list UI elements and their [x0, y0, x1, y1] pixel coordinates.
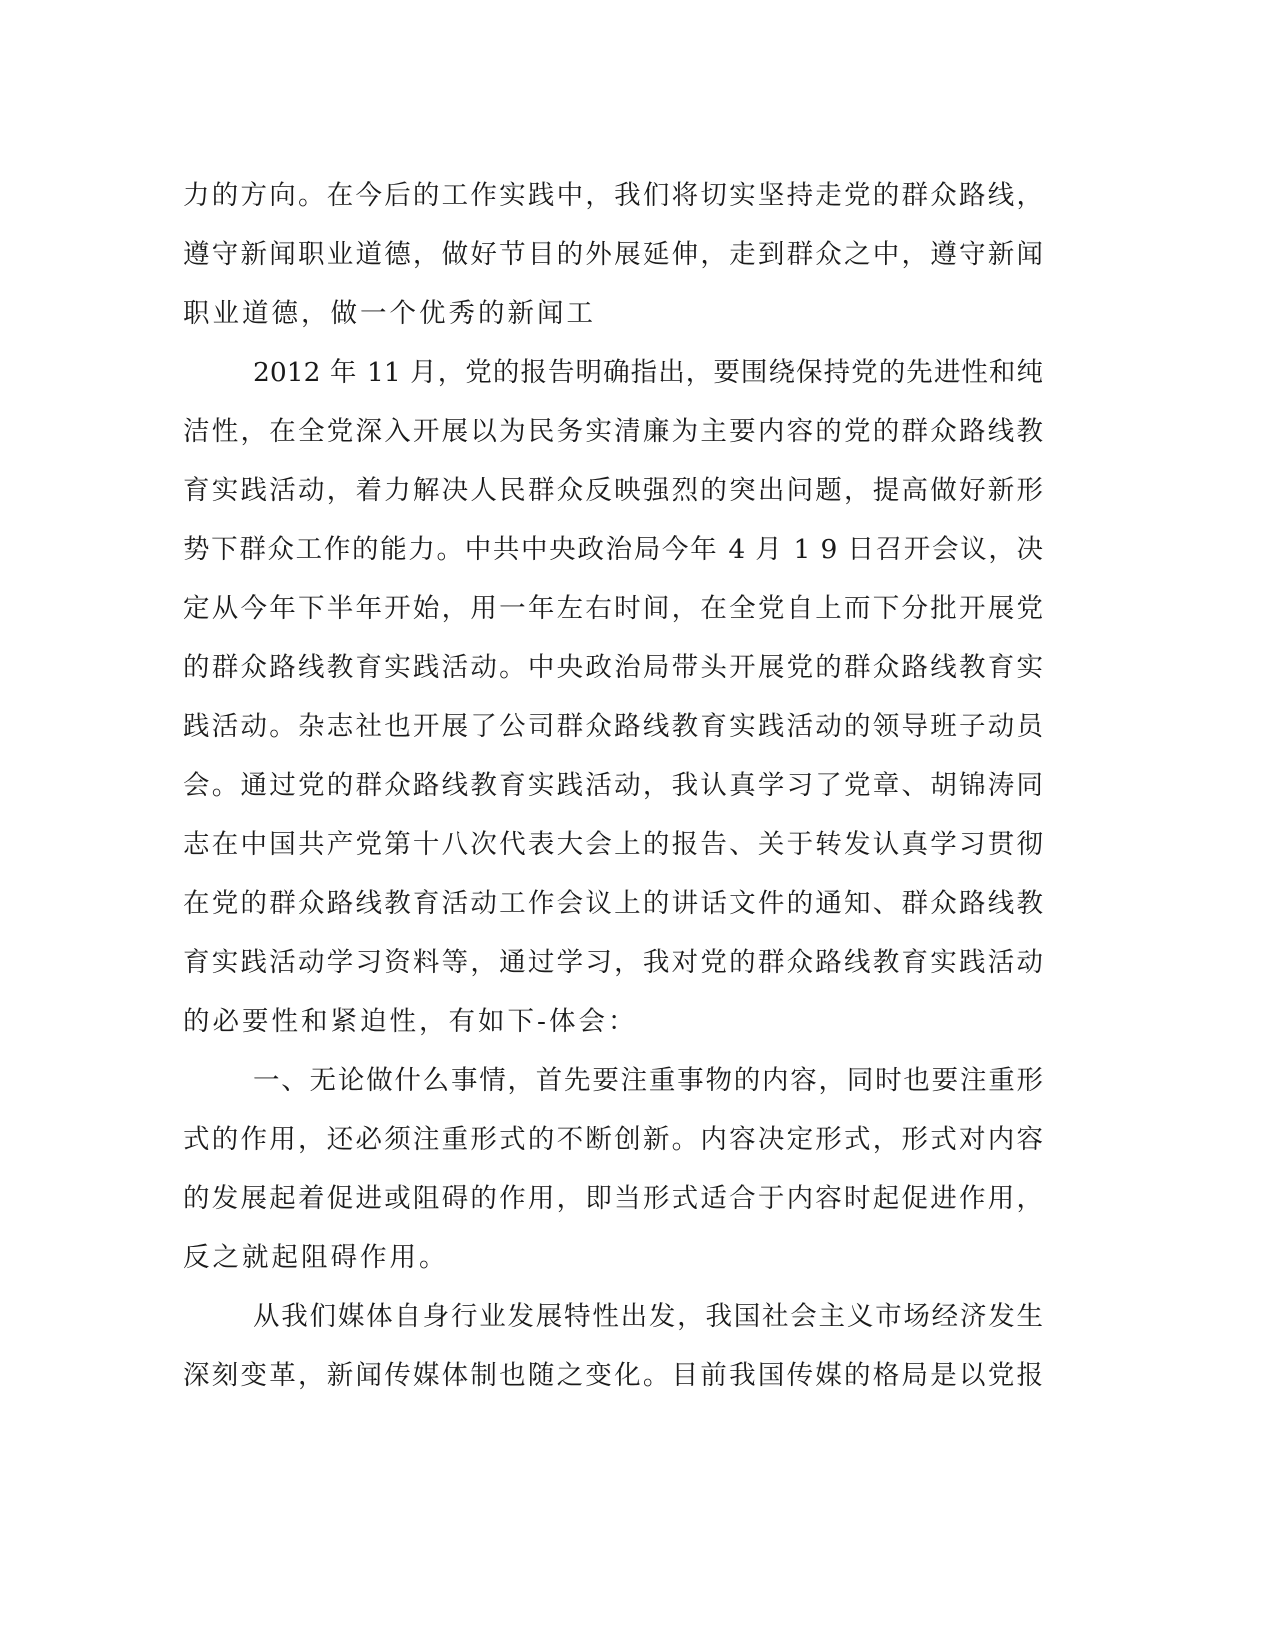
text-line: 势下群众工作的能力。中共中央政治局今年 4 月 1 9 日召开会议，决	[183, 534, 1043, 565]
text-line: 2012 年 11 月，党的报告明确指出，要围绕保持党的先进性和纯	[253, 357, 1043, 388]
text-line: 的发展起着促进或阻碍的作用，即当形式适合于内容时起促进作用，	[183, 1183, 1043, 1214]
text-line: 反之就起阻碍作用。	[183, 1242, 449, 1273]
text-line: 遵守新闻职业道德，做好节目的外展延伸，走到群众之中，遵守新闻	[183, 239, 1043, 270]
text-line: 践活动。杂志社也开展了公司群众路线教育实践活动的领导班子动员	[183, 711, 1043, 742]
text-line: 的群众路线教育实践活动。中央政治局带头开展党的群众路线教育实	[183, 652, 1043, 683]
text-line: 志在中国共产党第十八次代表大会上的报告、关于转发认真学习贯彻	[183, 829, 1043, 860]
text-line: 式的作用，还必须注重形式的不断创新。内容决定形式，形式对内容	[183, 1124, 1043, 1155]
paragraph-4	[183, 1287, 1043, 1405]
text-line: 从我们媒体自身行业发展特性出发，我国社会主义市场经济发生	[253, 1301, 1043, 1332]
paragraph-3	[183, 1051, 1043, 1287]
text-line: 定从今年下半年开始，用一年左右时间，在全党自上而下分批开展党	[183, 593, 1043, 624]
text-line: 一、无论做什么事情，首先要注重事物的内容，同时也要注重形	[253, 1065, 1043, 1096]
paragraph-1	[183, 166, 1043, 343]
text-line: 的必要性和紧迫性，有如下-体会：	[183, 1006, 638, 1037]
text-line: 深刻变革，新闻传媒体制也随之变化。目前我国传媒的格局是以党报	[183, 1360, 1043, 1391]
document-body	[183, 166, 1043, 1405]
text-line: 在党的群众路线教育活动工作会议上的讲话文件的通知、群众路线教	[183, 888, 1043, 919]
text-line: 职业道德，做一个优秀的新闻工	[183, 298, 596, 329]
text-line: 洁性，在全党深入开展以为民务实清廉为主要内容的党的群众路线教	[183, 416, 1043, 447]
text-line: 育实践活动学习资料等，通过学习，我对党的群众路线教育实践活动	[183, 947, 1043, 978]
paragraph-2	[183, 343, 1043, 1051]
text-line: 力的方向。在今后的工作实践中，我们将切实坚持走党的群众路线，	[183, 180, 1043, 211]
text-line: 会。通过党的群众路线教育实践活动，我认真学习了党章、胡锦涛同	[183, 770, 1043, 801]
text-line: 育实践活动，着力解决人民群众反映强烈的突出问题，提高做好新形	[183, 475, 1043, 506]
